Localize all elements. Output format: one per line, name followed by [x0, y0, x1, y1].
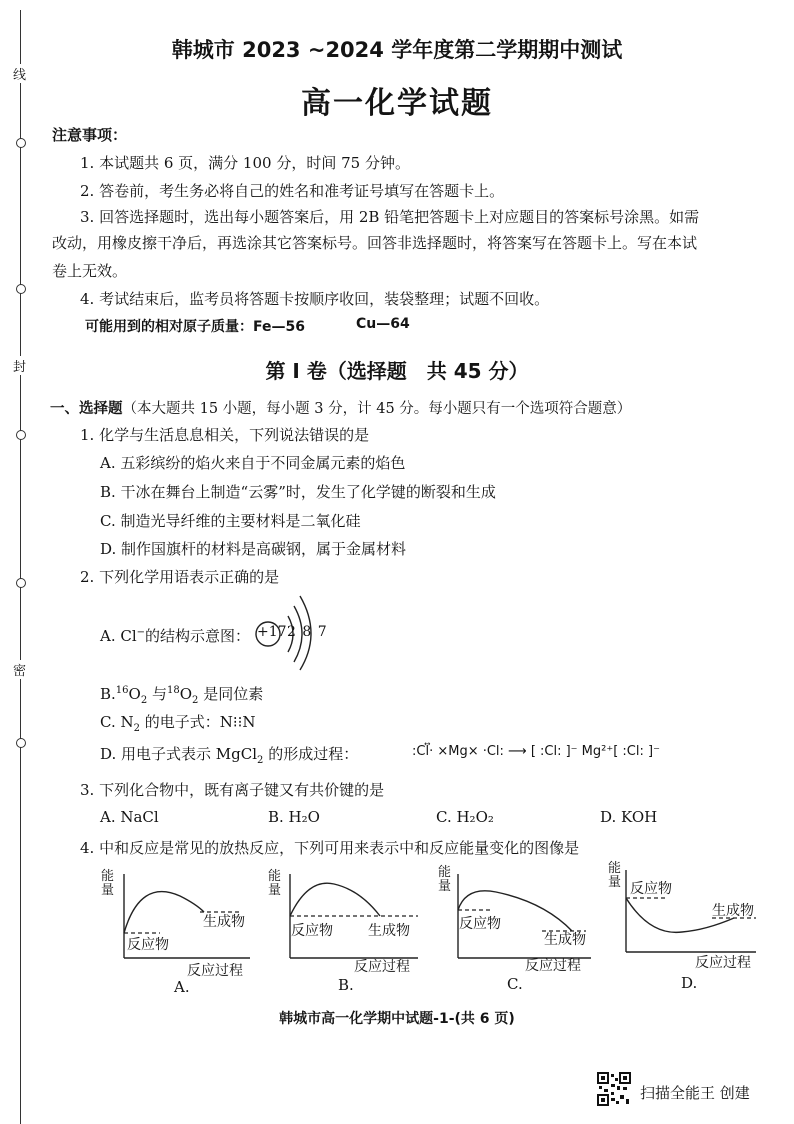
subject-title: 高一化学试题 [301, 86, 493, 121]
note-3-end: 卷上无效。 [52, 262, 128, 280]
q1-option-b: B. 干冰在舞台上制造“云雾”时，发生了化学键的断裂和生成 [100, 483, 496, 501]
q3-option-c: C. H₂O₂ [436, 808, 494, 826]
q2-option-c [100, 711, 256, 734]
section-title: 第 Ⅰ 卷（选择题 共 45 分） [265, 359, 529, 383]
chart-c-ylabel-1: 能 [438, 865, 452, 880]
q2-c-end: 的电子式：N⁝⁝N [139, 713, 256, 731]
q2-c-text: C. N [100, 713, 134, 731]
chart-b-ylabel [268, 870, 283, 898]
binding-glyph-secret: 密 [13, 660, 26, 679]
note-4: 4. 考试结束后，监考员将答题卡按顺序收回，装袋整理；试题不回收。 [80, 290, 550, 308]
mgcl2-electron-formula: :Cl⃡· ×Mg× ·Cl: ⟶ [ :Cl: ]⁻ Mg²⁺[ :Cl: ]⁻ [412, 744, 660, 759]
section-instruction-text: （本大题共 15 小题，每小题 3 分，计 45 分。每小题只有一个选项符合题意） [122, 401, 632, 417]
q2-a-charge: − [136, 627, 146, 638]
qr-code-icon [597, 1072, 631, 1106]
note-3: 3. 回答选择题时，选出每小题答案后，用 2B 铅笔把答题卡上对应题目的答案标号涂黑。如需 [80, 208, 700, 226]
q2-b-prefix: B. [100, 685, 116, 703]
q2-stem: 2. 下列化学用语表示正确的是 [80, 568, 280, 586]
chart-a-product: 生成物 [203, 914, 245, 930]
q3-option-b: B. H₂O [268, 808, 320, 826]
q3-option-a: A. NaCl [100, 808, 159, 826]
binding-glyph-line: 线 [13, 64, 26, 83]
q2-b-mass-2: 18 [167, 685, 180, 696]
chart-d-xlabel: 反应过程 [695, 955, 751, 971]
q2-a-text: 的结构示意图： [145, 627, 251, 645]
chart-d-ylabel [608, 862, 623, 890]
note-1: 1. 本试题共 6 页，满分 100 分，时间 75 分钟。 [80, 154, 410, 172]
section-instruction-label: 一、选择题 [50, 401, 123, 417]
chart-c-ylabel [438, 866, 453, 894]
q2-a-prefix: A. Cl [100, 627, 137, 645]
chart-b-product: 生成物 [368, 923, 410, 939]
chart-a-letter: A. [174, 978, 190, 996]
binding-hole [16, 430, 26, 440]
chart-c-xlabel: 反应过程 [525, 958, 581, 974]
q2-option-b [100, 683, 263, 706]
q3-option-d: D. KOH [600, 808, 658, 826]
q2-b-o-2: O [179, 685, 193, 703]
electron-shells: 2 8 7 [287, 624, 328, 640]
chart-b-reactant: 反应物 [291, 923, 333, 939]
chart-d-letter: D. [681, 974, 698, 992]
q2-d-end: 的形成过程： [263, 745, 359, 763]
chart-c-ylabel-2: 量 [438, 879, 452, 894]
chart-c-reactant: 反应物 [459, 916, 501, 932]
q1-option-d: D. 制作国旗杆的材料是高碳钢，属于金属材料 [100, 540, 407, 558]
binding-hole [16, 738, 26, 748]
chart-b-xlabel: 反应过程 [354, 959, 410, 975]
binding-hole [16, 578, 26, 588]
q3-stem: 3. 下列化合物中，既有离子键又有共价键的是 [80, 781, 385, 799]
binding-hole [16, 138, 26, 148]
chart-c-product: 生成物 [544, 932, 586, 948]
q2-d-sub: 2 [257, 755, 264, 766]
chart-c-letter: C. [507, 975, 523, 993]
q4-stem: 4. 中和反应是常见的放热反应，下列可用来表示中和反应能量变化的图像是 [80, 839, 580, 857]
q2-d-text: D. 用电子式表示 MgCl [100, 745, 258, 763]
chart-d-reactant: 反应物 [630, 881, 672, 897]
q2-c-sub: 2 [133, 723, 140, 734]
chart-a-ylabel-1: 能 [101, 869, 115, 884]
q1-option-c: C. 制造光导纤维的主要材料是二氧化硅 [100, 512, 361, 530]
chart-d-product: 生成物 [712, 903, 754, 919]
chart-a-xlabel: 反应过程 [187, 963, 243, 979]
q2-b-mass-1: 16 [115, 685, 129, 696]
q2-b-mid: 与 [147, 685, 167, 703]
atomic-mass-cu: Cu—64 [356, 316, 410, 332]
page-footer: 韩城市高一化学期中试题-1-(共 6 页) [279, 1011, 515, 1027]
chart-b-ylabel-2: 量 [268, 883, 282, 898]
atomic-mass: 可能用到的相对原子质量：Fe—56 [85, 319, 305, 335]
exam-title: 韩城市 2023 ~2024 学年度第二学期期中测试 [171, 38, 623, 62]
chart-a-ylabel [101, 870, 116, 898]
notes-heading: 注意事项： [52, 126, 128, 144]
binding-glyph-seal: 封 [13, 356, 26, 375]
section-instruction [50, 397, 631, 418]
chart-d-ylabel-2: 量 [608, 875, 622, 890]
q2-b-o-1: O [128, 685, 141, 703]
chart-a-ylabel-2: 量 [101, 883, 115, 898]
chart-b-letter: B. [338, 976, 354, 994]
binding-margin [14, 0, 28, 1124]
q2-b-end: 是同位素 [198, 685, 264, 703]
chart-a-reactant: 反应物 [127, 937, 169, 953]
note-2: 2. 答卷前，考生务必将自己的姓名和准考证号填写在答题卡上。 [80, 182, 505, 200]
q1-stem: 1. 化学与生活息息相关，下列说法错误的是 [80, 426, 370, 444]
scanner-watermark: 扫描全能王 创建 [640, 1084, 750, 1102]
q2-option-d [100, 743, 358, 766]
q2-b-sub-2: 2 [192, 695, 199, 706]
chart-b-ylabel-1: 能 [268, 869, 282, 884]
binding-rule [20, 10, 21, 1124]
note-3-cont: 改动，用橡皮擦干净后，再选涂其它答案标号。回答非选择题时，将答案写在答题卡上。写在本试 [52, 234, 698, 252]
binding-hole [16, 284, 26, 294]
q1-option-a: A. 五彩缤纷的焰火来自于不同金属元素的焰色 [100, 454, 406, 472]
nucleus-charge: +17 [257, 624, 287, 640]
q2-b-sub-1: 2 [140, 695, 148, 706]
chart-d-ylabel-1: 能 [608, 861, 622, 876]
q2-option-a [100, 625, 250, 646]
